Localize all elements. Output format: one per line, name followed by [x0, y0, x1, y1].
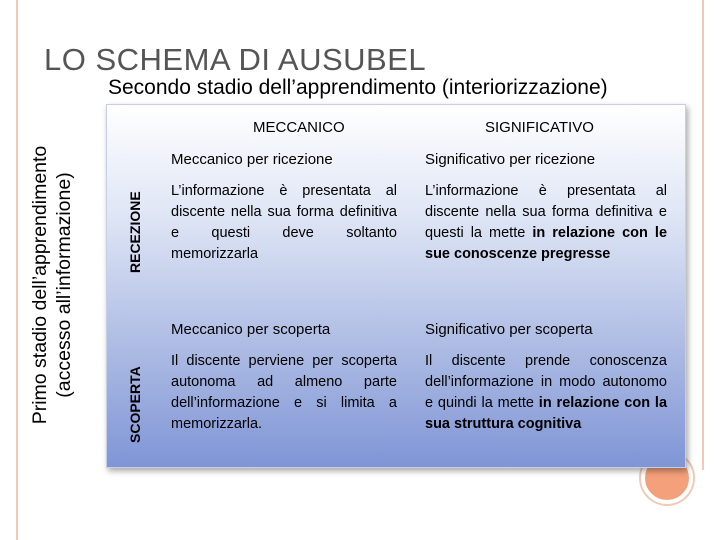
column-header-significativo: SIGNIFICATIVO	[485, 119, 594, 136]
cell-significativo-ricezione-text-a: L’informazione è presentata al discente nella sua forma definitiva e questi la mette	[425, 183, 667, 241]
cell-meccanico-scoperta-title: Meccanico per scoperta	[171, 321, 331, 338]
row-header-recezione	[127, 165, 151, 275]
left-axis-label	[28, 110, 100, 460]
ausubel-schema-panel	[106, 104, 686, 468]
row-header-recezione-text: RECEZIONE	[127, 191, 143, 273]
cell-meccanico-scoperta-text: Il discente perviene per scoperta autonoma ad almeno parte dell’informazione e si limita a memorizzarla.	[171, 353, 397, 432]
slide-frame-left-line	[16, 0, 18, 540]
slide-title: LO SCHEMA DI AUSUBEL	[44, 42, 427, 77]
cell-significativo-scoperta-title: Significativo per scoperta	[425, 321, 593, 338]
cell-meccanico-ricezione-text: L’informazione è presentata al discente nella sua forma definitiva e questi deve soltanto memorizzarla	[171, 183, 397, 262]
cell-significativo-scoperta-text-b: in relazione con la sua struttura cognitiva	[425, 395, 668, 432]
column-header-meccanico: MECCANICO	[253, 119, 345, 136]
cell-significativo-ricezione-text-b: in relazione con le sue conoscenze pregresse	[425, 225, 668, 262]
slide-subtitle: Secondo stadio dell’apprendimento (interiorizzazione)	[108, 76, 608, 99]
left-axis-label-line1: Primo stadio dell’apprendimento	[29, 145, 51, 425]
cell-significativo-scoperta-text-a: Il discente prende conoscenza dell’informazione in modo autonomo e quindi la mette	[425, 353, 667, 411]
left-axis-label-line2: (accesso all’informazione)	[53, 172, 75, 398]
row-header-scoperta-text: SCOPERTA	[127, 366, 143, 443]
slide-frame-right-line	[702, 0, 704, 470]
cell-significativo-ricezione-text	[425, 181, 667, 265]
cell-significativo-scoperta-text	[425, 351, 667, 435]
cell-significativo-ricezione-title: Significativo per ricezione	[425, 151, 596, 168]
row-header-scoperta	[127, 345, 151, 445]
cell-meccanico-ricezione-title: Meccanico per ricezione	[171, 151, 333, 168]
